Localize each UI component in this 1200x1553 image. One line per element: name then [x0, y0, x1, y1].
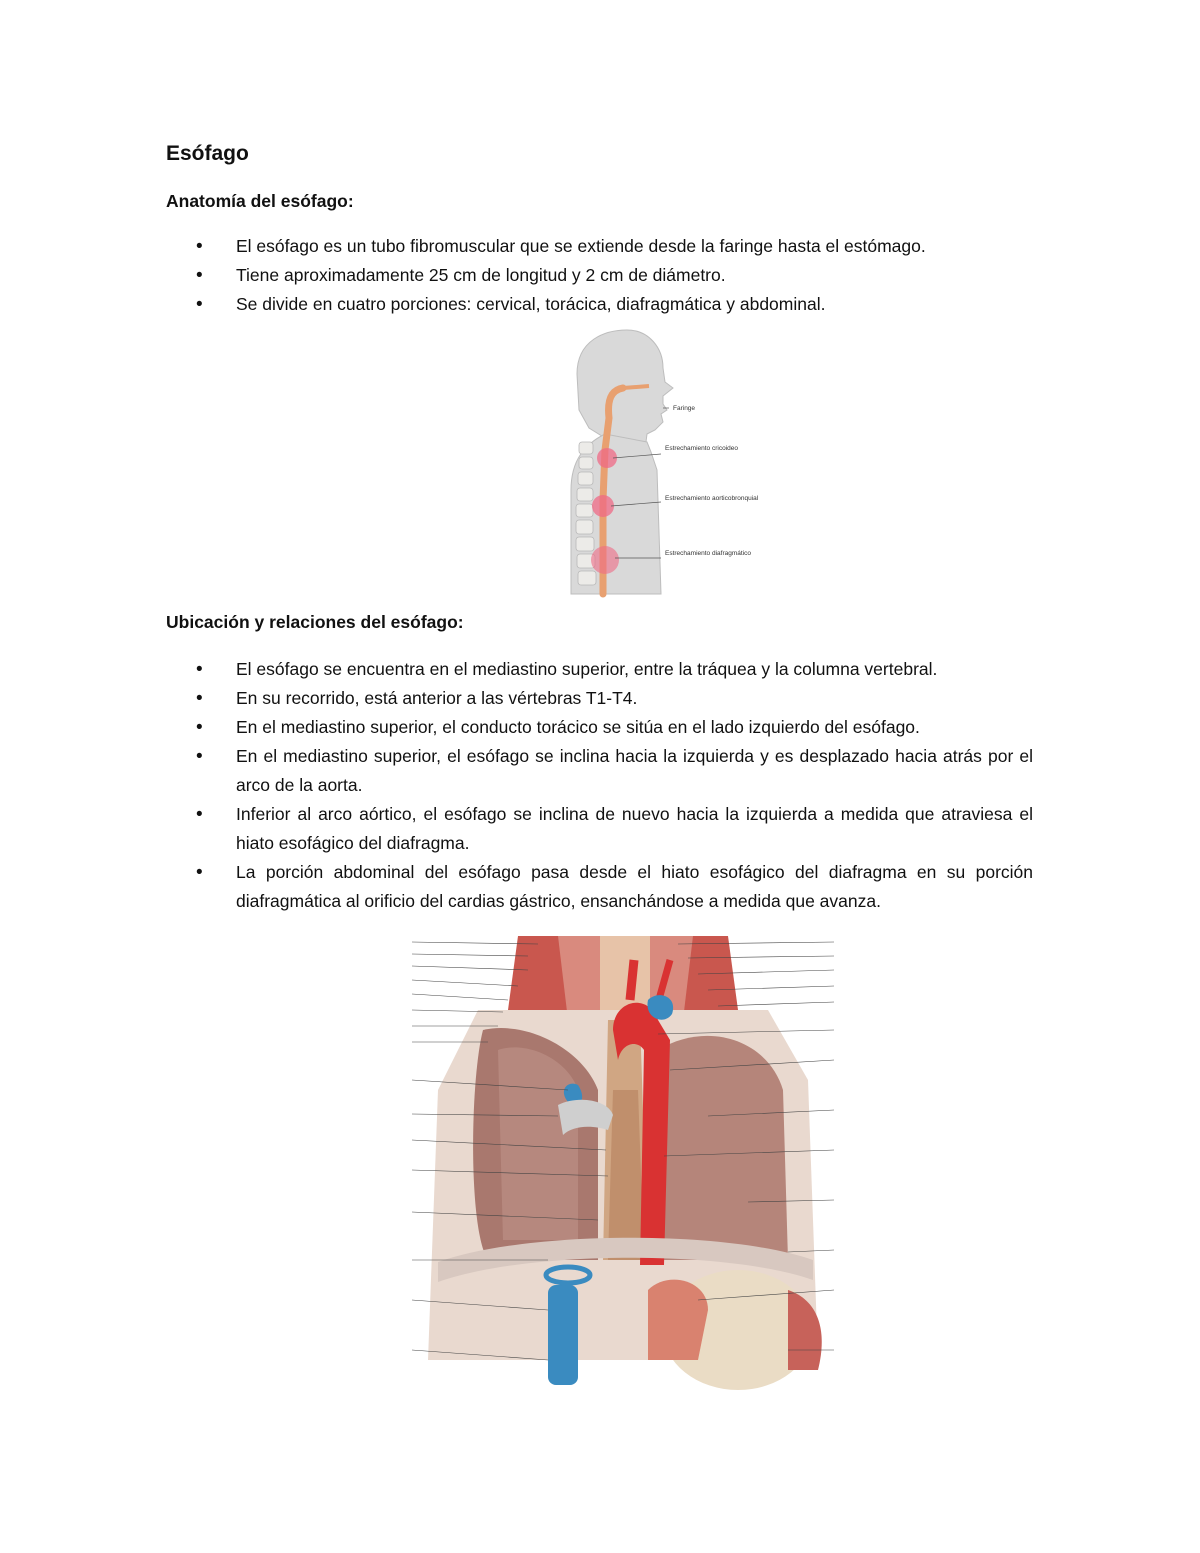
label-aorticobronquial: Estrechamiento aorticobronquial	[665, 495, 759, 502]
list-item: • El esófago es un tubo fibromuscular que se extiende desde la faringe hasta el estómago.	[196, 232, 1033, 261]
list-item: • Tiene aproximadamente 25 cm de longitud y 2 cm de diámetro.	[196, 261, 1033, 290]
list-item: • El esófago se encuentra en el mediastino superior, entre la tráquea y la columna vertebral.	[196, 655, 1033, 684]
esophagus-sagittal-illustration	[565, 330, 759, 594]
list-item: • Inferior al arco aórtico, el esófago se inclina de nuevo hacia la izquierda a medida que atraviesa el hiato esofágico del diafragma.	[196, 800, 1033, 858]
section-heading-location: Ubicación y relaciones del esófago:	[166, 612, 464, 632]
location-bullet-list	[196, 655, 1033, 916]
list-item: • En el mediastino superior, el conducto torácico se sitúa en el lado izquierdo del esófago.	[196, 713, 1033, 742]
list-item: • En el mediastino superior, el esófago se inclina hacia la izquierda y es desplazado hacia atrás por el arco de la aorta.	[196, 742, 1033, 800]
section-heading-anatomy: Anatomía del esófago:	[166, 191, 354, 211]
list-item: • La porción abdominal del esófago pasa desde el hiato esofágico del diafragma en su porción diafragmática al orificio del cardias gástrico, ensanchándose a medida que avanza.	[196, 858, 1033, 916]
label-cricoideo: Estrechamiento cricoideo	[665, 445, 738, 452]
mediastinum-anatomy-illustration	[408, 930, 838, 1396]
list-item: • Se divide en cuatro porciones: cervical, torácica, diafragmática y abdominal.	[196, 290, 1033, 319]
anatomy-bullet-list	[196, 232, 1033, 319]
label-faringe: Faringe	[673, 405, 696, 412]
list-item: • En su recorrido, está anterior a las vértebras T1-T4.	[196, 684, 1033, 713]
document-title: Esófago	[166, 142, 249, 165]
label-diafragmatico: Estrechamiento diafragmático	[665, 550, 751, 557]
